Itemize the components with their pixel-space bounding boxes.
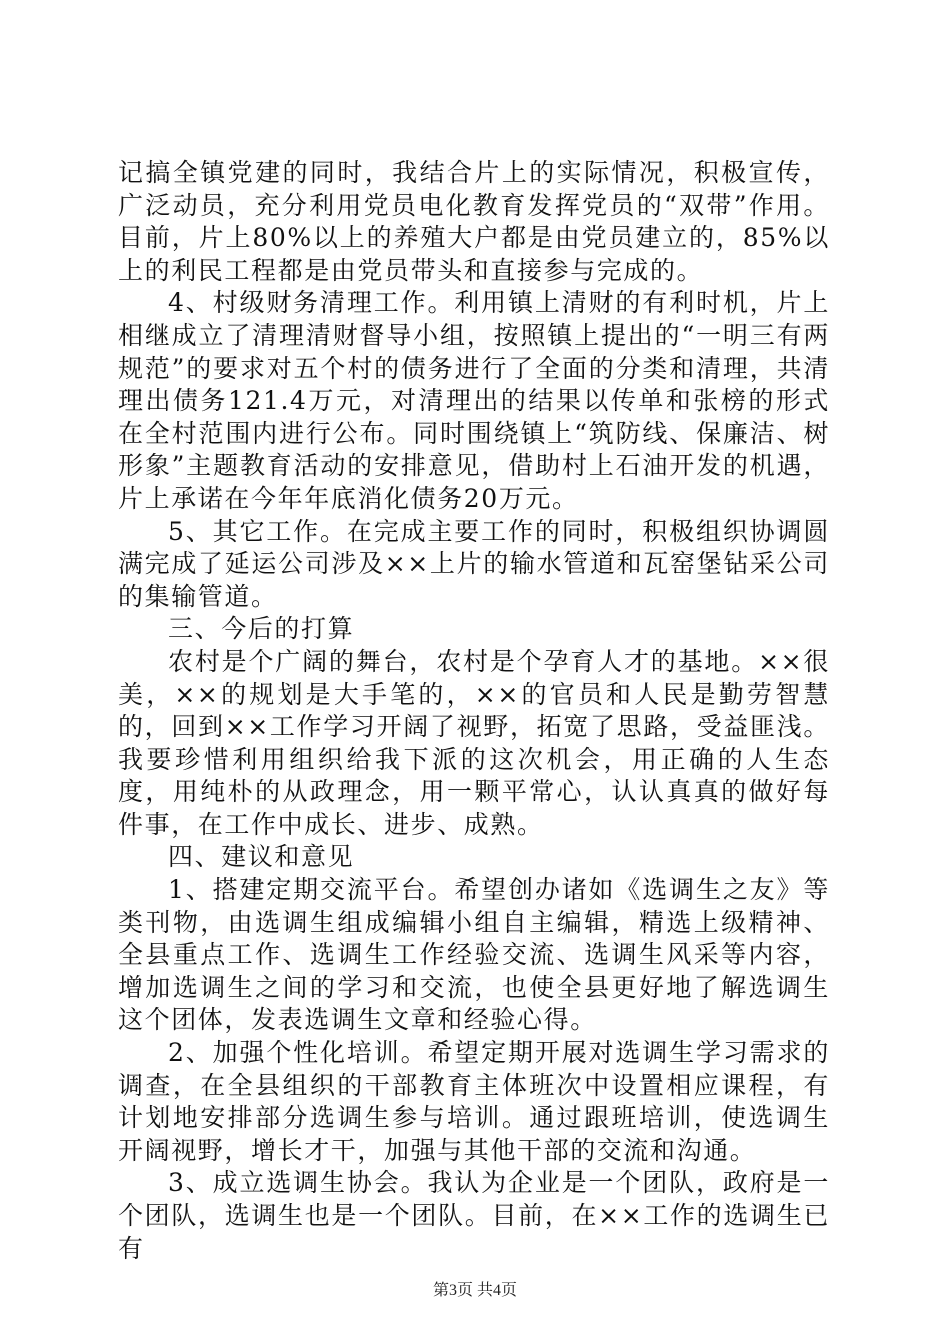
paragraph-suggestion-platform: 1、搭建定期交流平台。希望创办诸如《选调生之友》等类刊物，由选调生组成编辑小组自主编辑，精选上级精神、全县重点工作、选调生工作经验交流、选调生风采等内容，增加选调生之间的学习和交流，也使全县更好地了解选调生这个团体，发表选调生文章和经验心得。 (118, 875, 830, 1035)
paragraph-suggestion-training: 2、加强个性化培训。希望定期开展对选调生学习需求的调查，在全县组织的干部教育主体班次中设置相应课程，有计划地安排部分选调生参与培训。通过跟班培训，使选调生开阔视野，增长才干，加强与其他干部的交流和沟通。 (118, 1038, 830, 1165)
paragraph-finance-cleanup: 4、村级财务清理工作。利用镇上清财的有利时机，片上相继成立了清理清财督导小组，按照镇上提出的“一明三有两规范”的要求对五个村的债务进行了全面的分类和清理，共清理出债务121.4万元，对清理出的结果以传单和张榜的形式在全村范围内进行公布。同时围绕镇上“筑防线、保廉洁、树形象”主题教育活动的安排意见，借助村上石油开发的机遇，片上承诺在今年年底消化债务20万元。 (118, 288, 830, 513)
paragraph-future-plans: 农村是个广阔的舞台，农村是个孕育人才的基地。××很美，××的规划是大手笔的，××的官员和人民是勤劳智慧的，回到××工作学习开阔了视野，拓宽了思路，受益匪浅。我要珍惜利用组织给我下派的这次机会，用正确的人生态度，用纯朴的从政理念，用一颗平常心，认认真真的做好每件事，在工作中成长、进步、成熟。 (118, 646, 830, 839)
section-heading-suggestions: 四、建议和意见 (168, 842, 355, 872)
paragraph-party-building: 记搞全镇党建的同时，我结合片上的实际情况，积极宣传，广泛动员，充分利用党员电化教育发挥党员的“双带”作用。目前，片上80%以上的养殖大户都是由党员建立的，85%以上的利民工程都是由党员带头和直接参与完成的。 (118, 158, 830, 285)
paragraph-suggestion-association: 3、成立选调生协会。我认为企业是一个团队，政府是一个团队，选调生也是一个团队。目前，在××工作的选调生已有 (118, 1168, 830, 1263)
section-heading-future-plans: 三、今后的打算 (168, 614, 355, 644)
page-number-footer: 第3页 共4页 (432, 1282, 517, 1299)
paragraph-other-work: 5、其它工作。在完成主要工作的同时，积极组织协调圆满完成了延运公司涉及××上片的输水管道和瓦窑堡钻采公司的集输管道。 (118, 516, 830, 611)
document-body (118, 157, 830, 1265)
